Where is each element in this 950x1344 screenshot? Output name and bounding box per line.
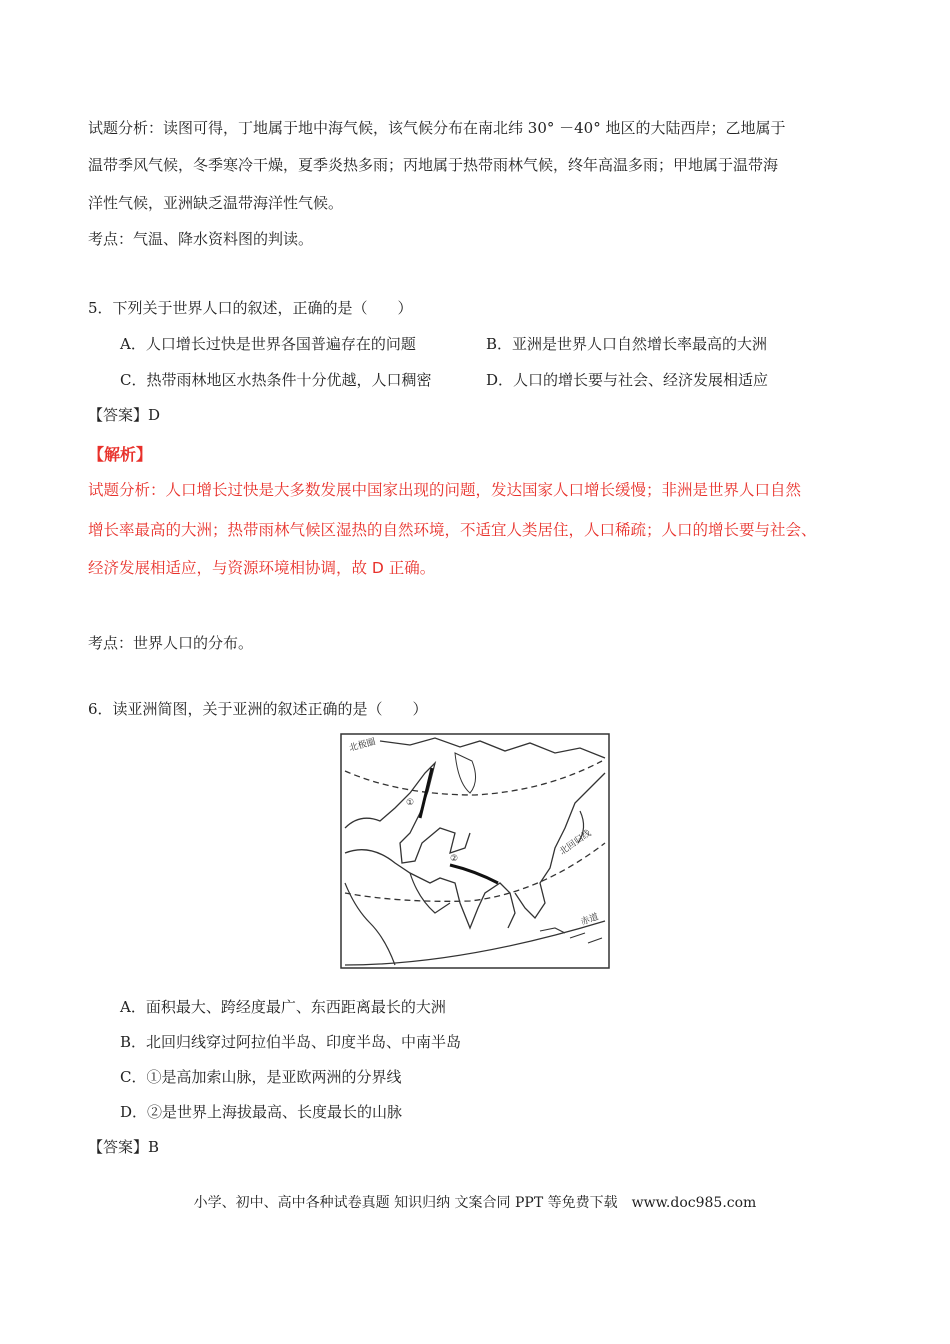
q6-option-d: D．②是世界上海拔最高、长度最长的山脉 <box>120 1103 403 1121</box>
q5-option-b: B．亚洲是世界人口自然增长率最高的大洲 <box>486 335 768 353</box>
q5-option-c: C．热带雨林地区水热条件十分优越，人口稠密 <box>120 371 432 389</box>
q5-analysis-line-2: 增长率最高的大洲；热带雨林气候区湿热的自然环境，不适宜人类居住，人口稀疏；人口的增长要与社会、 <box>88 521 817 539</box>
q6-option-b: B．北回归线穿过阿拉伯半岛、印度半岛、中南半岛 <box>120 1033 462 1051</box>
q5-answer: 【答案】D <box>88 406 161 424</box>
q5-question: 5．下列关于世界人口的叙述，正确的是（ ） <box>88 299 413 317</box>
label-tropic-of-cancer: 北回归线 <box>557 828 594 858</box>
q4-analysis-line-2: 温带季风气候，冬季寒冷干燥，夏季炎热多雨；丙地属于热带雨林气候，终年高温多雨；甲地属于温带海 <box>88 156 779 174</box>
q5-kaodian: 考点：世界人口的分布。 <box>88 634 254 652</box>
asia-map <box>340 733 610 969</box>
q6-option-a: A．面积最大、跨经度最广、东西距离最长的大洲 <box>120 998 446 1016</box>
q6-question: 6．读亚洲简图，关于亚洲的叙述正确的是（ ） <box>88 700 428 718</box>
q6-option-c: C．①是高加索山脉，是亚欧两洲的分界线 <box>120 1068 402 1086</box>
label-equator: 赤道 <box>579 912 600 928</box>
label-arctic-circle: 北极圈 <box>348 737 377 754</box>
q5-option-a: A．人口增长过快是世界各国普遍存在的问题 <box>120 335 416 353</box>
q5-jiexi-label: 【解析】 <box>88 445 153 464</box>
q5-analysis-line-3: 经济发展相适应，与资源环境相协调，故 D 正确。 <box>88 559 436 577</box>
q5-option-d: D．人口的增长要与社会、经济发展相适应 <box>486 371 769 389</box>
q4-analysis-line-3: 洋性气候，亚洲缺乏温带海洋性气候。 <box>88 194 344 212</box>
q4-kaodian: 考点：气温、降水资料图的判读。 <box>88 230 314 248</box>
marker-1: ① <box>406 798 415 808</box>
q6-answer: 【答案】B <box>88 1138 160 1156</box>
q4-analysis-line-1: 试题分析：读图可得，丁地属于地中海气候，该气候分布在南北纬 30° －40° 地区的大陆西岸；乙地属于 <box>88 119 786 137</box>
marker-2: ② <box>450 854 459 864</box>
q5-analysis-line-1: 试题分析：人口增长过快是大多数发展中国家出现的问题，发达国家人口增长缓慢；非洲是世界人口自然 <box>88 481 802 499</box>
page-footer: 小学、初中、高中各种试卷真题 知识归纳 文案合同 PPT 等免费下载 www.doc985.com <box>193 1195 757 1211</box>
asia-map-svg <box>340 733 610 969</box>
